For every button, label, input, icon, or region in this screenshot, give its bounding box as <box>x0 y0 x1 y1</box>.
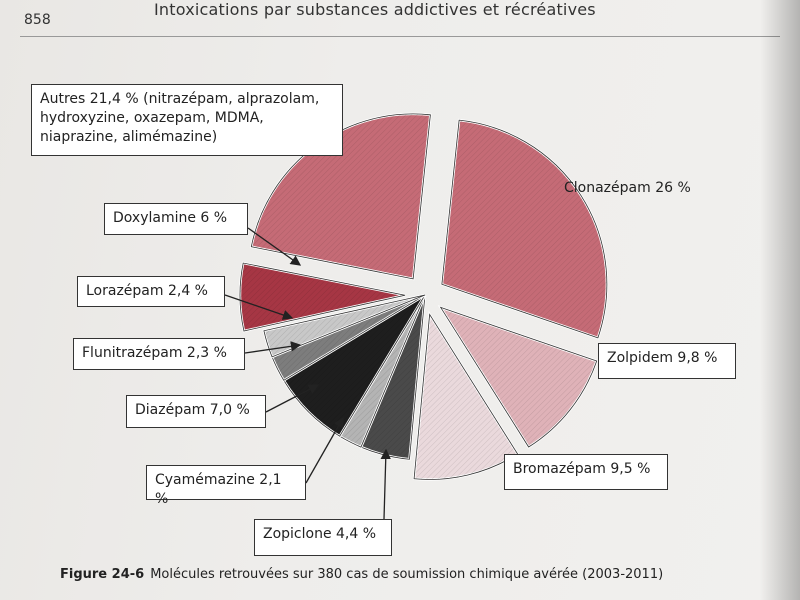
callout-cyamemazine <box>146 465 306 507</box>
callout-zolpidem <box>598 343 736 379</box>
page-number: 858 <box>24 12 51 28</box>
leader-arrow-zopiclone <box>384 450 386 519</box>
label-zolpidem: Zolpidem 9,8 % <box>607 350 718 366</box>
callout-autres <box>31 84 343 156</box>
pie-slice-clonazepam <box>442 120 607 338</box>
label-doxylamine: Doxylamine 6 % <box>113 210 228 226</box>
callout-zopiclone <box>254 519 392 556</box>
label-lorazepam: Lorazépam 2,4 % <box>86 283 208 299</box>
callout-clonazepam <box>556 174 706 203</box>
label-cyamemazine: Cyamémazine 2,1 % <box>155 472 282 507</box>
callout-doxylamine <box>104 203 248 235</box>
running-head: Intoxications par substances addictives et récréatives <box>154 0 596 19</box>
label-bromazepam: Bromazépam 9,5 % <box>513 461 651 477</box>
callout-diazepam <box>126 395 266 428</box>
caption-text: Molécules retrouvées sur 380 cas de soumission chimique avérée (2003-2011) <box>150 567 664 582</box>
label-zopiclone: Zopiclone 4,4 % <box>263 526 377 542</box>
label-clonazepam: Clonazépam 26 % <box>564 180 691 196</box>
figure-caption <box>60 567 663 582</box>
callout-lorazepam <box>77 276 225 307</box>
label-diazepam: Diazépam 7,0 % <box>135 402 250 418</box>
label-flunitrazepam: Flunitrazépam 2,3 % <box>82 345 227 361</box>
figure-label: Figure 24-6 <box>60 567 145 582</box>
callout-flunitrazepam <box>73 338 245 370</box>
label-autres: Autres 21,4 % (nitrazépam, alprazolam, hydroxyzine, oxazepam, MDMA, niaprazine, alimémazine) <box>40 91 320 145</box>
page-edge-shadow <box>760 0 800 600</box>
callout-bromazepam <box>504 454 668 490</box>
leader-arrow-cyamemazine <box>306 418 343 483</box>
